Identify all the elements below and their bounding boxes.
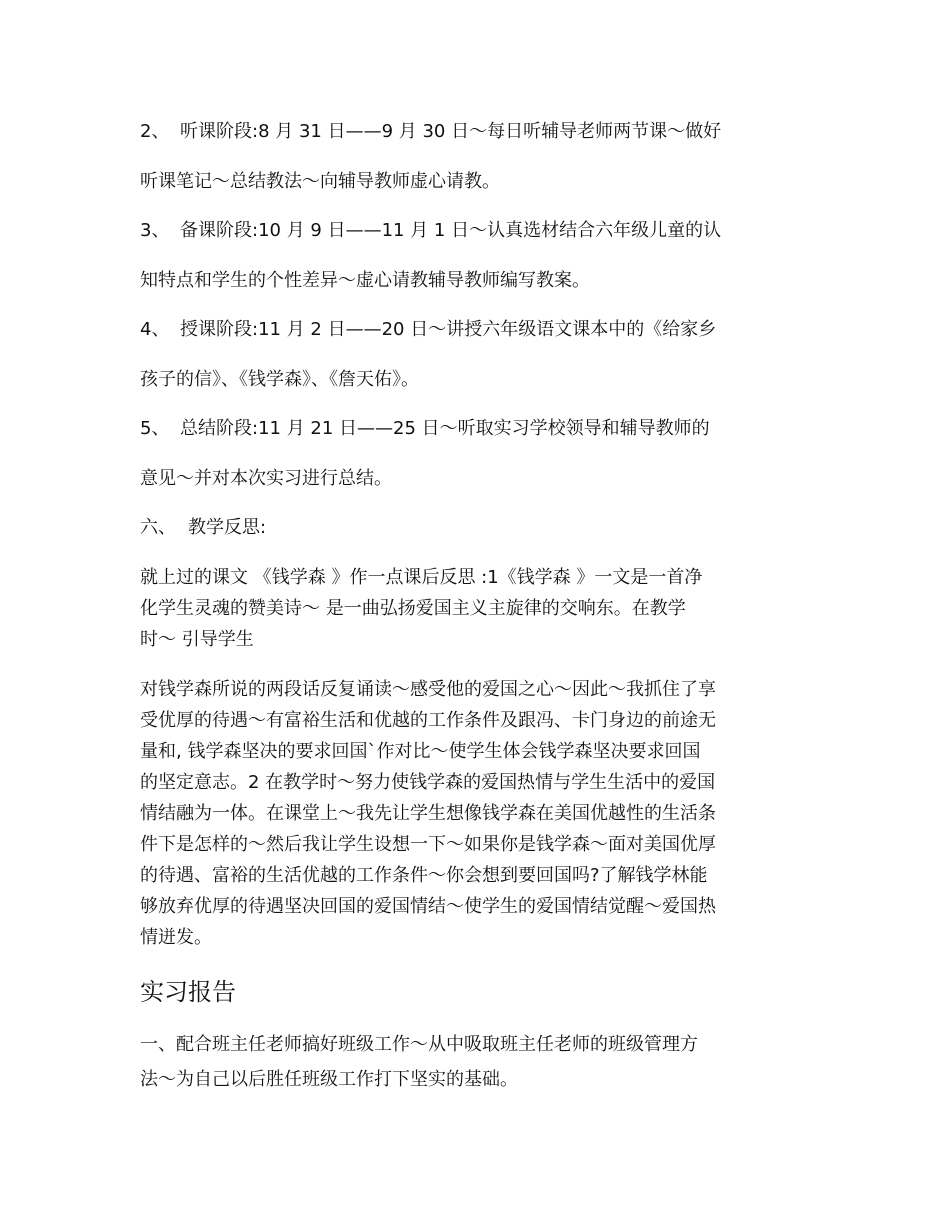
reflection-line-3: 时～ 引导学生 bbox=[140, 629, 254, 650]
item-3-line-2: 知特点和学生的个性差异～虚心请教辅导教师编写教案。 bbox=[140, 270, 590, 291]
item-text: 备课阶段:10 月 9 日——11 月 1 日～认真选材结合六年级儿童的认 bbox=[180, 220, 722, 241]
item-text: 总结阶段:11 月 21 日——25 日～听取实习学校领导和辅导教师的 bbox=[180, 418, 710, 439]
paragraph-line-7: 的待遇、富裕的生活优越的工作条件～你会想到要回国吗?了解钱学林能 bbox=[140, 865, 708, 886]
item-5-line-1 bbox=[140, 417, 710, 441]
paragraph-line-3: 量和, 钱学森坚决的要求回国`作对比～使学生体会钱学森坚决要求回国 bbox=[140, 741, 701, 762]
paragraph-line-1: 对钱学森所说的两段话反复诵读～感受他的爱国之心～因此～我抓住了享 bbox=[140, 679, 716, 700]
paragraph-line-4: 的坚定意志。2 在教学时～努力使钱学森的爱国热情与学生生活中的爱国 bbox=[140, 772, 716, 793]
item-number: 2、 bbox=[140, 121, 170, 142]
report-line-2: 法～为自己以后胜任班级工作打下坚实的基础。 bbox=[140, 1069, 518, 1090]
section-title: 教学反思: bbox=[188, 517, 267, 538]
item-4-line-1 bbox=[140, 318, 716, 342]
item-text: 听课阶段:8 月 31 日——9 月 30 日～每日听辅导老师两节课～做好 bbox=[180, 121, 722, 142]
section-number: 六、 bbox=[140, 517, 176, 538]
item-5-line-2: 意见～并对本次实习进行总结。 bbox=[140, 468, 392, 489]
item-3-line-1 bbox=[140, 219, 721, 243]
reflection-line-2: 化学生灵魂的赞美诗～ 是一曲弘扬爱国主义主旋律的交响东。在教学 bbox=[140, 598, 686, 619]
section-6-heading bbox=[140, 516, 266, 540]
paragraph-line-9: 情迸发。 bbox=[140, 927, 212, 948]
paragraph-line-6: 件下是怎样的～然后我让学生设想一下～如果你是钱学森～面对美国优厚 bbox=[140, 834, 716, 855]
report-line-1: 一、配合班主任老师搞好班级工作～从中吸取班主任老师的班级管理方 bbox=[140, 1034, 698, 1055]
paragraph-line-2: 受优厚的待遇～有富裕生活和优越的工作条件及跟冯、卡门身边的前途无 bbox=[140, 710, 716, 731]
paragraph-line-5: 情结融为一体。在课堂上～我先让学生想像钱学森在美国优越性的生活条 bbox=[140, 803, 716, 824]
paragraph-line-8: 够放弃优厚的待遇坚决回国的爱国情结～使学生的爱国情结觉醒～爱国热 bbox=[140, 896, 716, 917]
item-number: 4、 bbox=[140, 319, 170, 340]
item-4-line-2: 孩子的信》、《钱学森》、《詹天佑》。 bbox=[140, 369, 419, 390]
item-text: 授课阶段:11 月 2 日——20 日～讲授六年级语文课本中的《给家乡 bbox=[180, 319, 717, 340]
item-2-line-1 bbox=[140, 120, 721, 144]
item-number: 3、 bbox=[140, 220, 170, 241]
reflection-line-1: 就上过的课文 《钱学森 》作一点课后反思 :1《钱学森 》一文是一首净 bbox=[140, 567, 703, 588]
item-number: 5、 bbox=[140, 418, 170, 439]
item-2-line-2: 听课笔记～总结教法～向辅导教师虚心请教。 bbox=[140, 171, 500, 192]
report-heading: 实习报告 bbox=[140, 978, 236, 1006]
